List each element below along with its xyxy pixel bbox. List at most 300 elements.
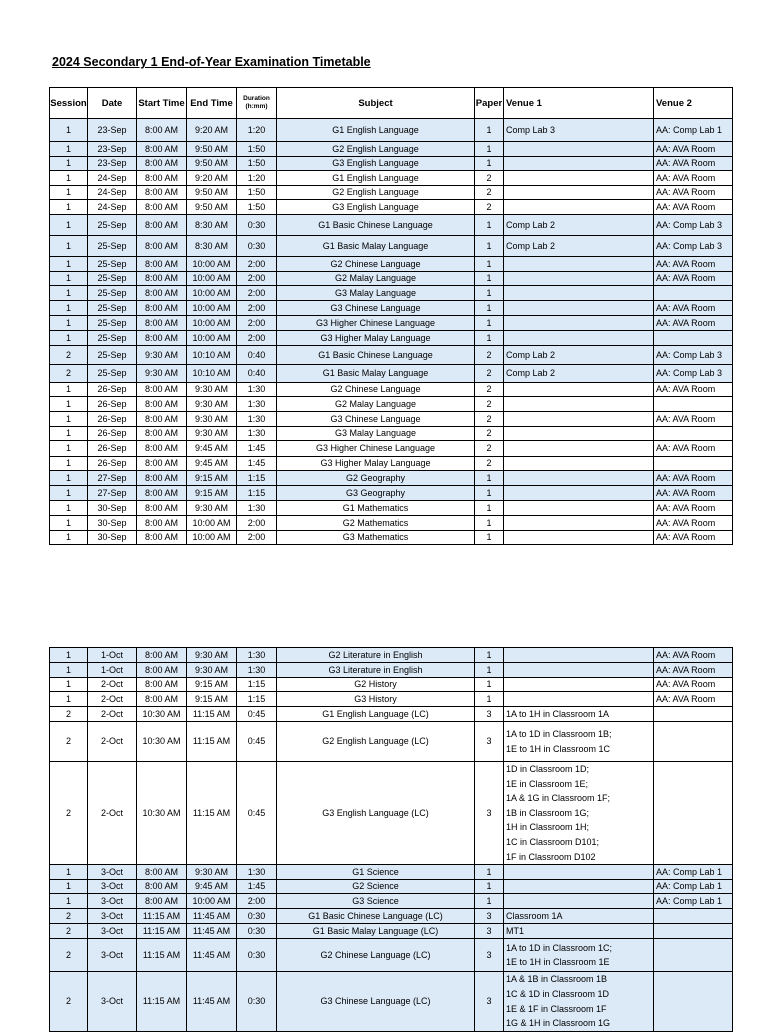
date-cell: 25-Sep	[88, 346, 137, 365]
start-time-cell: 8:00 AM	[137, 427, 187, 441]
paper-cell: 2	[475, 427, 504, 441]
venue-2-cell	[654, 924, 733, 939]
date-cell: 25-Sep	[88, 272, 137, 286]
subject-cell: G3 Higher Malay Language	[277, 457, 475, 471]
duration-cell: 2:00	[237, 516, 277, 531]
venue-2-cell: AA: Comp Lab 3	[654, 215, 733, 236]
table-row	[50, 215, 733, 236]
table-row	[50, 272, 733, 286]
duration-cell: 2:00	[237, 272, 277, 286]
date-cell: 25-Sep	[88, 331, 137, 346]
start-time-cell: 11:15 AM	[137, 924, 187, 939]
end-time-cell: 9:20 AM	[187, 171, 237, 186]
venue-2-cell	[654, 972, 733, 1032]
end-time-cell: 9:15 AM	[187, 692, 237, 707]
end-time-cell: 9:15 AM	[187, 678, 237, 692]
date-cell: 25-Sep	[88, 215, 137, 236]
end-time-cell: 10:00 AM	[187, 272, 237, 286]
venue-1-cell	[504, 457, 654, 471]
venue-2-cell: AA: AVA Room	[654, 412, 733, 427]
subject-cell: G1 English Language	[277, 119, 475, 142]
table-row	[50, 171, 733, 186]
session-cell: 1	[50, 678, 88, 692]
header-paper: Paper	[475, 88, 504, 119]
session-cell: 1	[50, 215, 88, 236]
subject-cell: G1 Basic Chinese Language	[277, 346, 475, 365]
paper-cell: 1	[475, 272, 504, 286]
session-cell: 1	[50, 663, 88, 678]
duration-cell: 2:00	[237, 301, 277, 316]
venue-1-cell	[504, 471, 654, 486]
end-time-cell: 11:15 AM	[187, 722, 237, 762]
duration-cell: 0:40	[237, 346, 277, 365]
start-time-cell: 8:00 AM	[137, 441, 187, 457]
venue-2-cell: AA: AVA Room	[654, 516, 733, 531]
subject-cell: G3 English Language (LC)	[277, 762, 475, 865]
end-time-cell: 9:15 AM	[187, 486, 237, 501]
session-cell: 2	[50, 346, 88, 365]
date-cell: 23-Sep	[88, 157, 137, 171]
duration-cell: 1:30	[237, 648, 277, 663]
session-cell: 1	[50, 272, 88, 286]
paper-cell: 1	[475, 678, 504, 692]
venue-2-cell: AA: AVA Room	[654, 648, 733, 663]
paper-cell: 1	[475, 119, 504, 142]
venue-2-cell	[654, 939, 733, 972]
table-row	[50, 939, 733, 972]
table-row	[50, 486, 733, 501]
header-duration	[237, 88, 277, 119]
end-time-cell: 9:50 AM	[187, 186, 237, 200]
header-venue-1: Venue 1	[504, 88, 654, 119]
venue-2-cell: AA: AVA Room	[654, 383, 733, 397]
date-cell: 3-Oct	[88, 909, 137, 924]
session-cell: 1	[50, 486, 88, 501]
date-cell: 25-Sep	[88, 301, 137, 316]
table-row	[50, 286, 733, 301]
venue-1-cell	[504, 427, 654, 441]
start-time-cell: 8:00 AM	[137, 516, 187, 531]
end-time-cell: 10:10 AM	[187, 346, 237, 365]
subject-cell: G2 Geography	[277, 471, 475, 486]
venue-2-cell: AA: AVA Room	[654, 272, 733, 286]
subject-cell: G2 Science	[277, 880, 475, 894]
venue-1-cell: Comp Lab 2	[504, 346, 654, 365]
venue-1-cell	[504, 316, 654, 331]
session-cell: 2	[50, 909, 88, 924]
end-time-cell: 9:30 AM	[187, 648, 237, 663]
subject-cell: G2 English Language	[277, 142, 475, 157]
paper-cell: 2	[475, 171, 504, 186]
subject-cell: G2 History	[277, 678, 475, 692]
date-cell: 25-Sep	[88, 316, 137, 331]
venue-1-cell	[504, 186, 654, 200]
venue-2-cell: AA: Comp Lab 3	[654, 346, 733, 365]
end-time-cell: 9:30 AM	[187, 501, 237, 516]
table-row	[50, 909, 733, 924]
venue-1-cell	[504, 894, 654, 909]
table-row	[50, 707, 733, 722]
date-cell: 3-Oct	[88, 939, 137, 972]
end-time-cell: 9:30 AM	[187, 427, 237, 441]
start-time-cell: 9:30 AM	[137, 365, 187, 383]
start-time-cell: 8:00 AM	[137, 236, 187, 257]
duration-cell: 0:40	[237, 365, 277, 383]
table-header-row	[50, 88, 733, 119]
table-row	[50, 722, 733, 762]
session-cell: 1	[50, 383, 88, 397]
paper-cell: 2	[475, 200, 504, 215]
date-cell: 30-Sep	[88, 531, 137, 545]
duration-cell: 1:30	[237, 412, 277, 427]
paper-cell: 3	[475, 909, 504, 924]
venue-2-cell: AA: Comp Lab 3	[654, 365, 733, 383]
duration-cell: 2:00	[237, 286, 277, 301]
venue-1-cell: Comp Lab 3	[504, 119, 654, 142]
table-row	[50, 972, 733, 1032]
venue-1-cell	[504, 412, 654, 427]
end-time-cell: 11:45 AM	[187, 924, 237, 939]
paper-cell: 1	[475, 531, 504, 545]
subject-cell: G3 Malay Language	[277, 427, 475, 441]
start-time-cell: 8:00 AM	[137, 486, 187, 501]
venue-1-cell	[504, 200, 654, 215]
date-cell: 26-Sep	[88, 383, 137, 397]
venue-1-cell	[504, 441, 654, 457]
session-cell: 1	[50, 471, 88, 486]
date-cell: 26-Sep	[88, 397, 137, 412]
table-row	[50, 663, 733, 678]
date-cell: 3-Oct	[88, 972, 137, 1032]
venue-1-cell	[504, 331, 654, 346]
venue-2-cell	[654, 286, 733, 301]
paper-cell: 2	[475, 441, 504, 457]
paper-cell: 2	[475, 412, 504, 427]
duration-cell: 2:00	[237, 531, 277, 545]
venue-1-cell: MT1	[504, 924, 654, 939]
venue-2-cell: AA: AVA Room	[654, 142, 733, 157]
venue-1-cell	[504, 880, 654, 894]
venue-1-cell	[504, 501, 654, 516]
venue-2-cell: AA: AVA Room	[654, 678, 733, 692]
table-row	[50, 441, 733, 457]
paper-cell: 1	[475, 316, 504, 331]
header-start-time: Start Time	[137, 88, 187, 119]
paper-cell: 1	[475, 301, 504, 316]
start-time-cell: 9:30 AM	[137, 346, 187, 365]
paper-cell: 1	[475, 894, 504, 909]
date-cell: 1-Oct	[88, 648, 137, 663]
end-time-cell: 9:45 AM	[187, 880, 237, 894]
paper-cell: 3	[475, 939, 504, 972]
table-row	[50, 648, 733, 663]
end-time-cell: 9:30 AM	[187, 397, 237, 412]
end-time-cell: 9:30 AM	[187, 383, 237, 397]
date-cell: 23-Sep	[88, 142, 137, 157]
venue-2-cell	[654, 722, 733, 762]
venue-2-cell: AA: AVA Room	[654, 501, 733, 516]
timetable-part-1	[49, 87, 733, 545]
header-duration-unit: (h:mm)	[245, 103, 268, 110]
start-time-cell: 8:00 AM	[137, 865, 187, 880]
paper-cell: 1	[475, 157, 504, 171]
duration-cell: 1:45	[237, 880, 277, 894]
table-row	[50, 412, 733, 427]
table-row	[50, 531, 733, 545]
start-time-cell: 8:00 AM	[137, 257, 187, 272]
venue-2-cell: AA: AVA Room	[654, 663, 733, 678]
date-cell: 26-Sep	[88, 441, 137, 457]
date-cell: 3-Oct	[88, 894, 137, 909]
duration-cell: 1:30	[237, 865, 277, 880]
venue-1-cell	[504, 678, 654, 692]
start-time-cell: 11:15 AM	[137, 939, 187, 972]
date-cell: 30-Sep	[88, 516, 137, 531]
end-time-cell: 10:00 AM	[187, 516, 237, 531]
duration-cell: 0:45	[237, 707, 277, 722]
duration-cell: 1:30	[237, 383, 277, 397]
start-time-cell: 8:00 AM	[137, 383, 187, 397]
subject-cell: G1 Science	[277, 865, 475, 880]
venue-1-cell	[504, 257, 654, 272]
table-row	[50, 236, 733, 257]
start-time-cell: 8:00 AM	[137, 692, 187, 707]
date-cell: 26-Sep	[88, 412, 137, 427]
end-time-cell: 10:00 AM	[187, 316, 237, 331]
paper-cell: 1	[475, 215, 504, 236]
end-time-cell: 9:50 AM	[187, 142, 237, 157]
venue-1-cell: 1A to 1D in Classroom 1C; 1E to 1H in Classroom 1E	[504, 939, 654, 972]
subject-cell: G3 Mathematics	[277, 531, 475, 545]
header-venue-2: Venue 2	[654, 88, 733, 119]
table-row	[50, 924, 733, 939]
start-time-cell: 8:00 AM	[137, 200, 187, 215]
timetable-body-1	[50, 119, 733, 545]
date-cell: 24-Sep	[88, 200, 137, 215]
header-date: Date	[88, 88, 137, 119]
table-row	[50, 501, 733, 516]
venue-1-cell	[504, 516, 654, 531]
session-cell: 1	[50, 316, 88, 331]
table-row	[50, 471, 733, 486]
subject-cell: G2 Chinese Language (LC)	[277, 939, 475, 972]
paper-cell: 2	[475, 186, 504, 200]
start-time-cell: 8:00 AM	[137, 531, 187, 545]
session-cell: 1	[50, 531, 88, 545]
paper-cell: 1	[475, 286, 504, 301]
table-row	[50, 427, 733, 441]
subject-cell: G3 English Language	[277, 157, 475, 171]
paper-cell: 3	[475, 972, 504, 1032]
page-title: 2024 Secondary 1 End-of-Year Examination Timetable	[52, 55, 371, 69]
venue-2-cell	[654, 397, 733, 412]
venue-2-cell	[654, 762, 733, 865]
table-row	[50, 762, 733, 865]
date-cell: 3-Oct	[88, 865, 137, 880]
end-time-cell: 9:20 AM	[187, 119, 237, 142]
start-time-cell: 8:00 AM	[137, 894, 187, 909]
end-time-cell: 9:30 AM	[187, 412, 237, 427]
subject-cell: G3 Science	[277, 894, 475, 909]
session-cell: 1	[50, 427, 88, 441]
session-cell: 1	[50, 516, 88, 531]
subject-cell: G3 Geography	[277, 486, 475, 501]
venue-2-cell: AA: AVA Room	[654, 257, 733, 272]
venue-2-cell: AA: AVA Room	[654, 171, 733, 186]
venue-1-cell	[504, 648, 654, 663]
duration-cell: 2:00	[237, 894, 277, 909]
date-cell: 27-Sep	[88, 486, 137, 501]
venue-1-cell: 1A to 1D in Classroom 1B; 1E to 1H in Classroom 1C	[504, 722, 654, 762]
start-time-cell: 8:00 AM	[137, 215, 187, 236]
venue-1-cell	[504, 272, 654, 286]
start-time-cell: 8:00 AM	[137, 142, 187, 157]
venue-1-cell	[504, 383, 654, 397]
date-cell: 25-Sep	[88, 236, 137, 257]
session-cell: 1	[50, 236, 88, 257]
subject-cell: G3 Malay Language	[277, 286, 475, 301]
date-cell: 24-Sep	[88, 171, 137, 186]
date-cell: 25-Sep	[88, 257, 137, 272]
date-cell: 2-Oct	[88, 762, 137, 865]
end-time-cell: 9:30 AM	[187, 865, 237, 880]
venue-2-cell: AA: Comp Lab 1	[654, 894, 733, 909]
duration-cell: 1:45	[237, 457, 277, 471]
start-time-cell: 10:30 AM	[137, 722, 187, 762]
end-time-cell: 9:45 AM	[187, 457, 237, 471]
subject-cell: G2 Literature in English	[277, 648, 475, 663]
date-cell: 30-Sep	[88, 501, 137, 516]
paper-cell: 2	[475, 397, 504, 412]
session-cell: 1	[50, 501, 88, 516]
venue-2-cell: AA: Comp Lab 1	[654, 865, 733, 880]
paper-cell: 1	[475, 663, 504, 678]
venue-2-cell: AA: AVA Room	[654, 186, 733, 200]
duration-cell: 1:20	[237, 171, 277, 186]
duration-cell: 0:30	[237, 215, 277, 236]
date-cell: 27-Sep	[88, 471, 137, 486]
paper-cell: 1	[475, 880, 504, 894]
venue-2-cell: AA: Comp Lab 3	[654, 236, 733, 257]
venue-2-cell: AA: AVA Room	[654, 471, 733, 486]
paper-cell: 1	[475, 486, 504, 501]
start-time-cell: 8:00 AM	[137, 316, 187, 331]
table-row	[50, 865, 733, 880]
session-cell: 1	[50, 157, 88, 171]
session-cell: 1	[50, 412, 88, 427]
subject-cell: G1 Mathematics	[277, 501, 475, 516]
table-row	[50, 119, 733, 142]
start-time-cell: 8:00 AM	[137, 678, 187, 692]
start-time-cell: 8:00 AM	[137, 457, 187, 471]
session-cell: 2	[50, 939, 88, 972]
subject-cell: G1 Basic Chinese Language	[277, 215, 475, 236]
date-cell: 3-Oct	[88, 924, 137, 939]
date-cell: 2-Oct	[88, 707, 137, 722]
subject-cell: G3 Chinese Language (LC)	[277, 972, 475, 1032]
end-time-cell: 8:30 AM	[187, 236, 237, 257]
end-time-cell: 10:00 AM	[187, 331, 237, 346]
venue-1-cell: 1D in Classroom 1D; 1E in Classroom 1E; 1A & 1G in Classroom 1F; 1B in Classroom 1G; 1H in Classroom 1H; 1C in Classroom D101; 1F in Classroom D102	[504, 762, 654, 865]
table-row	[50, 383, 733, 397]
table-row	[50, 157, 733, 171]
duration-cell: 0:45	[237, 762, 277, 865]
paper-cell: 2	[475, 383, 504, 397]
venue-1-cell	[504, 171, 654, 186]
venue-2-cell: AA: AVA Room	[654, 157, 733, 171]
paper-cell: 1	[475, 236, 504, 257]
duration-cell: 1:30	[237, 663, 277, 678]
start-time-cell: 8:00 AM	[137, 471, 187, 486]
table-row	[50, 365, 733, 383]
end-time-cell: 9:50 AM	[187, 200, 237, 215]
subject-cell: G1 Basic Chinese Language (LC)	[277, 909, 475, 924]
header-duration-label: Duration	[243, 95, 270, 102]
start-time-cell: 11:15 AM	[137, 972, 187, 1032]
duration-cell: 1:45	[237, 441, 277, 457]
subject-cell: G2 Mathematics	[277, 516, 475, 531]
start-time-cell: 8:00 AM	[137, 501, 187, 516]
venue-1-cell	[504, 865, 654, 880]
date-cell: 2-Oct	[88, 678, 137, 692]
subject-cell: G3 English Language	[277, 200, 475, 215]
session-cell: 1	[50, 397, 88, 412]
subject-cell: G1 Basic Malay Language	[277, 236, 475, 257]
duration-cell: 0:30	[237, 236, 277, 257]
table-row	[50, 397, 733, 412]
session-cell: 2	[50, 365, 88, 383]
table-row	[50, 678, 733, 692]
date-cell: 26-Sep	[88, 457, 137, 471]
date-cell: 3-Oct	[88, 880, 137, 894]
session-cell: 1	[50, 301, 88, 316]
end-time-cell: 10:00 AM	[187, 286, 237, 301]
venue-1-cell: 1A to 1H in Classroom 1A	[504, 707, 654, 722]
start-time-cell: 10:30 AM	[137, 762, 187, 865]
venue-1-cell	[504, 157, 654, 171]
date-cell: 26-Sep	[88, 427, 137, 441]
session-cell: 2	[50, 972, 88, 1032]
subject-cell: G3 Higher Chinese Language	[277, 316, 475, 331]
venue-2-cell: AA: Comp Lab 1	[654, 119, 733, 142]
session-cell: 1	[50, 286, 88, 301]
subject-cell: G1 English Language	[277, 171, 475, 186]
duration-cell: 1:15	[237, 678, 277, 692]
session-cell: 1	[50, 457, 88, 471]
venue-2-cell: AA: AVA Room	[654, 441, 733, 457]
paper-cell: 1	[475, 865, 504, 880]
end-time-cell: 11:45 AM	[187, 909, 237, 924]
venue-2-cell: AA: AVA Room	[654, 316, 733, 331]
end-time-cell: 11:15 AM	[187, 762, 237, 865]
end-time-cell: 10:00 AM	[187, 531, 237, 545]
venue-1-cell	[504, 286, 654, 301]
venue-1-cell: Comp Lab 2	[504, 236, 654, 257]
start-time-cell: 10:30 AM	[137, 707, 187, 722]
table-row	[50, 516, 733, 531]
session-cell: 2	[50, 722, 88, 762]
start-time-cell: 8:00 AM	[137, 412, 187, 427]
table-row	[50, 346, 733, 365]
start-time-cell: 8:00 AM	[137, 301, 187, 316]
subject-cell: G2 Chinese Language	[277, 383, 475, 397]
start-time-cell: 8:00 AM	[137, 186, 187, 200]
venue-2-cell	[654, 909, 733, 924]
date-cell: 23-Sep	[88, 119, 137, 142]
venue-2-cell: AA: AVA Room	[654, 301, 733, 316]
end-time-cell: 9:45 AM	[187, 441, 237, 457]
venue-1-cell: Comp Lab 2	[504, 215, 654, 236]
